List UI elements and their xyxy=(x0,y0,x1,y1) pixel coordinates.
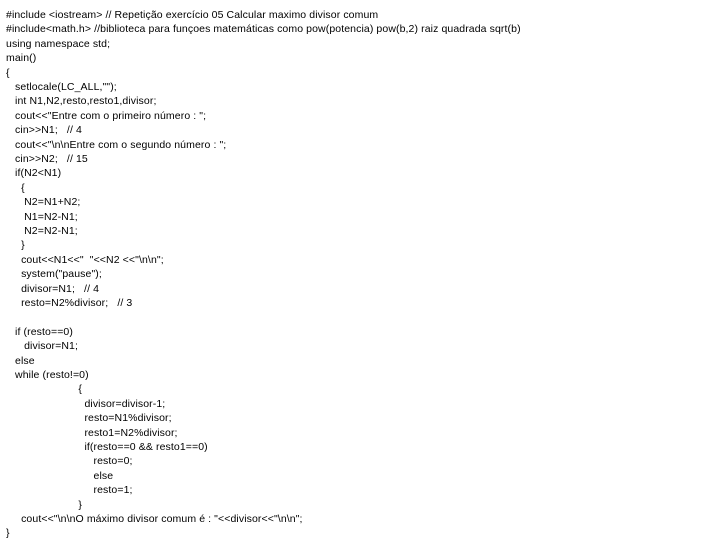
code-line: { xyxy=(6,66,10,79)
code-line: cout<<"\n\nO máximo divisor comum é : "<<divisor<<"\n\n"; xyxy=(6,513,303,525)
code-line: resto=1; xyxy=(6,484,133,497)
code-line: cin>>N2; // 15 xyxy=(6,153,88,165)
code-line: system("pause"); xyxy=(6,268,102,281)
code-line: resto=0; xyxy=(6,455,133,468)
code-line: using namespace std; xyxy=(6,37,111,50)
code-line: int N1,N2,resto,resto1,divisor; xyxy=(6,95,157,108)
code-line: N2=N1+N2; xyxy=(6,196,81,209)
code-line: if(resto==0 && resto1==0) xyxy=(6,441,208,453)
code-line: if (resto==0) xyxy=(6,325,73,338)
code-line: { xyxy=(6,383,83,396)
code-line: while (resto!=0) xyxy=(6,369,89,381)
code-line: resto=N1%divisor; xyxy=(6,412,172,425)
code-line: cout<<N1<<" "<<N2 <<"\n\n"; xyxy=(6,253,164,266)
code-line: divisor=N1; // 4 xyxy=(6,282,100,295)
code-line: cin>>N1; // 4 xyxy=(6,124,82,137)
code-line: resto=N2%divisor; // 3 xyxy=(6,297,133,309)
code-line: divisor=divisor-1; xyxy=(6,397,166,410)
code-line: #include <iostream> // Repetição exercício 05 Calcular maximo divisor comum xyxy=(6,9,379,21)
code-line: setlocale(LC_ALL,""); xyxy=(6,81,117,93)
code-line: } xyxy=(6,527,10,540)
code-line: main() xyxy=(6,52,37,65)
code-line: else xyxy=(6,469,114,482)
code-line: #include<math.h> //biblioteca para funçoes matemáticas como pow(potencia) pow(b,2) raiz quadrada sqrt(b) xyxy=(6,23,521,36)
code-line: else xyxy=(6,354,35,367)
code-line: resto1=N2%divisor; xyxy=(6,426,178,439)
code-line: if(N2<N1) xyxy=(6,167,62,180)
code-line: N1=N2-N1; xyxy=(6,210,78,223)
code-line: cout<<"Entre com o primeiro número : "; xyxy=(6,109,207,122)
code-line: cout<<"\n\nEntre com o segundo número : "; xyxy=(6,138,227,151)
code-line: } xyxy=(6,239,25,252)
code-line: { xyxy=(6,181,25,194)
code-line: divisor=N1; xyxy=(6,340,79,353)
code-line: } xyxy=(6,498,83,511)
code-line: N2=N2-N1; xyxy=(6,225,78,237)
